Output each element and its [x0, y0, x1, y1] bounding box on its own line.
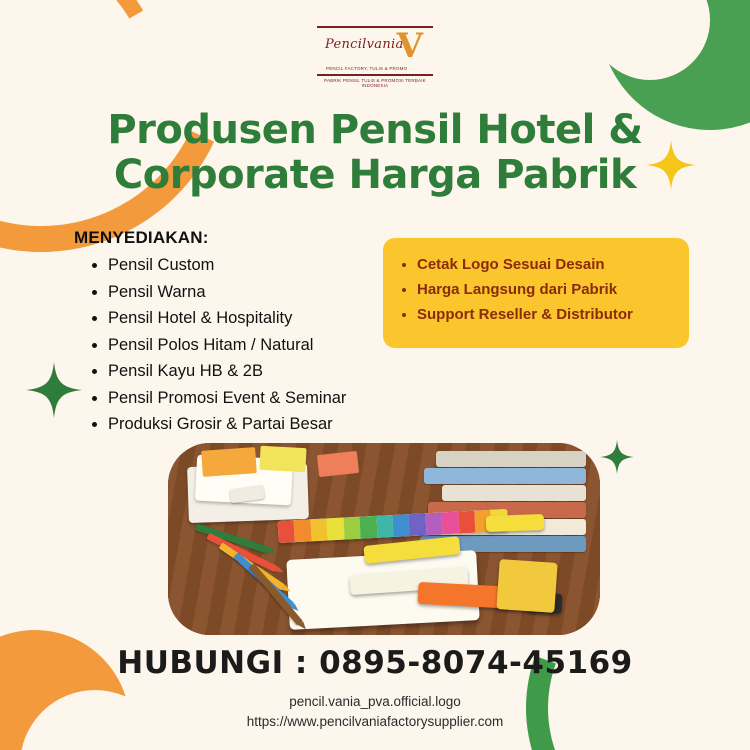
photo-sticky-note-red — [317, 451, 359, 477]
highlight-card — [383, 238, 689, 348]
list-item: • Pensil Hotel & Hospitality — [108, 305, 346, 332]
logo-tagline-1: PENCIL FACTORY, TULIS & PROMO — [326, 66, 408, 71]
services-heading: MENYEDIAKAN: — [74, 228, 209, 247]
logo-box — [317, 26, 433, 76]
photo-sticky-note-yellow — [259, 446, 306, 472]
services-list — [86, 252, 346, 438]
logo-wordmark: Pencilvania — [325, 37, 404, 52]
sparkle-icon-green-2 — [600, 440, 634, 479]
headline-line-2: Corporate Harga Pabrik — [113, 151, 637, 198]
list-item: • Cetak Logo Sesuai Desain — [417, 252, 679, 277]
contact-phone: HUBUNGI : 0895-8074-45169 — [117, 645, 633, 681]
list-item: • Support Reseller & Distributor — [417, 302, 679, 327]
photo-sticky-note-orange — [201, 447, 257, 477]
list-item: • Pensil Custom — [108, 252, 346, 279]
logo-tagline-2: PABRIK PENSIL TULIS & PROMOSI TERBAIK INDONESIA — [324, 78, 426, 88]
photo-sticky-pad — [496, 559, 557, 613]
list-item: • Harga Langsung dari Pabrik — [417, 277, 679, 302]
list-item: • Pensil Warna — [108, 279, 346, 306]
list-item: • Pensil Promosi Event & Seminar — [108, 385, 346, 412]
photo-highlighter-yellow-2 — [486, 514, 545, 532]
stationery-photo — [168, 443, 600, 635]
headline-line-1: Produsen Pensil Hotel & — [107, 107, 643, 153]
brand-logo — [315, 26, 435, 88]
sparkle-icon-green — [26, 362, 82, 423]
list-item: • Pensil Polos Hitam / Natural — [108, 332, 346, 359]
logo-letter-v: V — [396, 26, 423, 66]
highlight-list — [383, 238, 689, 327]
contact-social: pencil.vania_pva.official.logo — [289, 694, 461, 709]
list-item: • Pensil Kayu HB & 2B — [108, 358, 346, 385]
page-title — [0, 108, 750, 198]
list-item: • Produksi Grosir & Partai Besar — [108, 411, 346, 438]
contact-website: https://www.pencilvaniafactorysupplier.com — [246, 714, 504, 729]
